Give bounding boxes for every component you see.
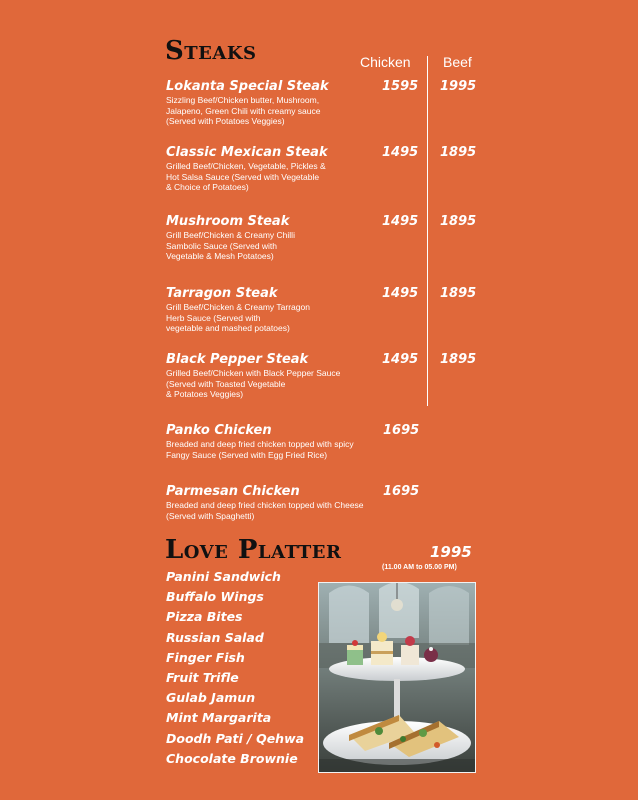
steaks-section-title: Steaks: [165, 36, 257, 66]
description-line: & Choice of Potatoes): [166, 182, 249, 192]
platter-item: Chocolate Brownie: [166, 750, 298, 766]
beef-price: 1995: [440, 79, 477, 94]
menu-item-name: Lokanta Special Steak: [166, 79, 329, 94]
platter-item: Russian Salad: [166, 629, 264, 645]
beef-price: 1895: [440, 214, 477, 229]
description-line: Hot Salsa Sauce (Served with Vegetable: [166, 171, 320, 182]
description-line: Breaded and deep fried chicken topped with Cheese: [166, 500, 364, 510]
platter-section-title: Love Platter: [165, 535, 342, 565]
description-line: Breaded and deep fried chicken topped with spicy: [166, 439, 354, 449]
menu-item-description: [166, 95, 386, 127]
chicken-price: 1495: [382, 214, 419, 229]
description-line: Grilled Beef/Chicken with Black Pepper Sauce: [166, 368, 341, 378]
chicken-price: 1495: [382, 352, 419, 367]
platter-item: Buffalo Wings: [166, 589, 264, 605]
menu-item: [166, 352, 386, 400]
description-line: vegetable and mashed potatoes): [166, 323, 290, 333]
menu-item-description: [166, 368, 386, 400]
menu-item-name: Classic Mexican Steak: [166, 145, 328, 160]
description-line: Herb Sauce (Served with: [166, 312, 261, 323]
description-line: (Served with Potatoes Veggies): [166, 116, 285, 126]
chicken-price: 1695: [383, 484, 420, 499]
menu-item: [166, 145, 386, 193]
description-line: Jalapeno, Green Chili with creamy sauce: [166, 105, 321, 116]
platter-item: Mint Margarita: [166, 710, 272, 726]
platter-item: Fruit Trifle: [166, 670, 239, 686]
menu-item: [166, 423, 386, 460]
description-line: Grill Beef/Chicken & Creamy Tarragon: [166, 302, 310, 312]
menu-item: [166, 79, 386, 127]
description-line: (Served with Spaghetti): [166, 510, 255, 521]
menu-item-description: [166, 500, 386, 521]
platter-item: Gulab Jamun: [166, 690, 256, 706]
platter-item: Doodh Pati / Qehwa: [166, 730, 305, 746]
menu-item-name: Parmesan Chicken: [166, 484, 300, 499]
platter-price: 1995: [430, 543, 472, 561]
chicken-price: 1595: [382, 79, 419, 94]
platter-photo-illustration: [319, 583, 475, 772]
platter-photo: [318, 582, 476, 773]
chicken-price: 1695: [383, 423, 420, 438]
beef-price: 1895: [440, 145, 477, 160]
menu-item-description: [166, 439, 386, 460]
platter-item: Pizza Bites: [166, 609, 243, 625]
description-line: Fangy Sauce (Served with Egg Fried Rice): [166, 449, 328, 460]
chicken-price: 1495: [382, 286, 419, 301]
description-line: & Potatoes Veggies): [166, 389, 244, 399]
description-line: Vegetable & Mesh Potatoes): [166, 251, 274, 261]
menu-item-description: [166, 161, 386, 193]
menu-item: [166, 484, 386, 521]
menu-item: [166, 286, 386, 334]
platter-time: (11.00 AM to 05.00 PM): [382, 564, 457, 571]
platter-item: Panini Sandwich: [166, 569, 281, 584]
menu-item-name: Tarragon Steak: [166, 286, 278, 301]
menu-item-description: [166, 230, 386, 262]
column-divider: [427, 56, 428, 406]
beef-price: 1895: [440, 352, 477, 367]
description-line: Sizzling Beef/Chicken butter, Mushroom,: [166, 95, 320, 105]
beef-price: 1895: [440, 286, 477, 301]
menu-item: [166, 214, 386, 262]
beef-column-header: Beef: [443, 54, 472, 70]
description-line: Grill Beef/Chicken & Creamy Chilli: [166, 230, 295, 240]
menu-item-name: Panko Chicken: [166, 423, 272, 438]
chicken-column-header: Chicken: [360, 54, 411, 70]
description-line: Grilled Beef/Chicken, Vegetable, Pickles &: [166, 161, 326, 171]
menu-item-name: Mushroom Steak: [166, 214, 290, 229]
chicken-price: 1495: [382, 145, 419, 160]
menu-item-description: [166, 302, 386, 334]
menu-item-name: Black Pepper Steak: [166, 352, 309, 367]
description-line: (Served with Toasted Vegetable: [166, 378, 286, 389]
description-line: Sambolic Sauce (Served with: [166, 240, 278, 251]
platter-item-list: [166, 567, 304, 769]
platter-item: Finger Fish: [166, 649, 245, 665]
